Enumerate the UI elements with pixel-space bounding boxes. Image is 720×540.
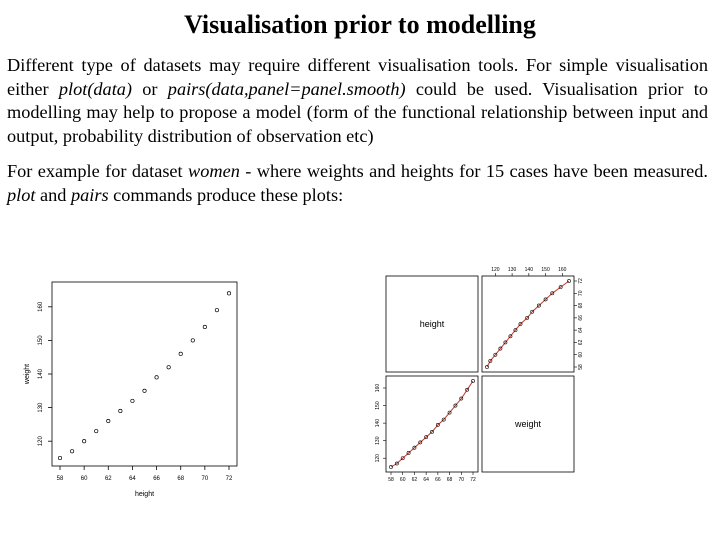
x-tick-label: 64 bbox=[129, 476, 136, 482]
bottom-axis-label: 66 bbox=[435, 477, 441, 482]
top-axis-label: 160 bbox=[558, 267, 567, 273]
bottom-axis-label: 72 bbox=[470, 477, 476, 482]
left-axis-label: 130 bbox=[375, 436, 381, 445]
intro-text-3: could be used. Visualisation prior to modelling may help to propose a model (form of the functional relationship between input and output, probability distribution of observation etc) bbox=[7, 78, 708, 146]
intro-text-2: or bbox=[132, 78, 168, 99]
x-tick-label: 66 bbox=[153, 476, 160, 482]
data-point bbox=[179, 352, 182, 355]
data-point bbox=[119, 409, 122, 412]
bottom-axis-label: 62 bbox=[411, 477, 418, 482]
y-tick-label: 150 bbox=[38, 335, 44, 346]
x-tick-label: 58 bbox=[56, 476, 64, 482]
example-paragraph bbox=[7, 160, 708, 207]
bottom-axis-label: 64 bbox=[423, 477, 429, 482]
example-text-4: commands produce these plots: bbox=[108, 184, 344, 205]
dataset-name: women bbox=[188, 161, 240, 181]
left-axis-label: 140 bbox=[375, 418, 381, 428]
data-point bbox=[82, 440, 85, 443]
intro-paragraph bbox=[7, 54, 708, 148]
smooth-line-upper bbox=[487, 281, 569, 367]
top-axis-label: 120 bbox=[491, 267, 500, 273]
right-axis-label: 66 bbox=[578, 315, 584, 321]
y-tick-label: 130 bbox=[38, 402, 45, 413]
left-axis-label: 160 bbox=[375, 383, 381, 393]
data-point bbox=[191, 339, 194, 342]
x-tick-label: 62 bbox=[104, 476, 112, 482]
x-tick-label: 72 bbox=[225, 476, 233, 482]
pairs-plot bbox=[358, 262, 598, 482]
smooth-line-lower bbox=[391, 381, 473, 467]
x-tick-label: 70 bbox=[201, 476, 209, 482]
x-tick-label: 60 bbox=[80, 476, 88, 482]
right-axis-label: 70 bbox=[578, 290, 584, 297]
x-tick-label: 68 bbox=[177, 476, 185, 482]
pairs-panel-frame bbox=[386, 376, 478, 472]
pairs-panel-frame bbox=[482, 276, 574, 372]
data-point bbox=[95, 429, 98, 432]
top-axis-label: 130 bbox=[507, 267, 517, 273]
example-text-3: and bbox=[35, 184, 71, 205]
right-axis-label: 58 bbox=[578, 364, 584, 370]
scatter-plot-height-weight bbox=[22, 280, 272, 502]
data-point bbox=[143, 389, 146, 392]
code-pairs: pairs(data,panel=panel.smooth) bbox=[167, 78, 406, 99]
data-point bbox=[155, 376, 158, 379]
y-tick-label: 160 bbox=[38, 301, 44, 312]
intro-text-1: Different type of datasets may require different visualisation tools. For simple visualisation either bbox=[7, 55, 708, 99]
data-point bbox=[107, 419, 110, 422]
y-tick-label: 140 bbox=[38, 368, 44, 380]
right-axis-label: 62 bbox=[578, 339, 584, 346]
diag-label-weight: weight bbox=[514, 419, 542, 429]
data-point bbox=[131, 399, 134, 402]
code-plot: plot(data) bbox=[58, 78, 133, 99]
top-axis-label: 140 bbox=[524, 267, 534, 273]
data-point bbox=[203, 325, 206, 328]
x-axis-label: height bbox=[134, 491, 155, 498]
bottom-axis-label: 68 bbox=[446, 477, 453, 482]
slide-title: Visualisation prior to modelling bbox=[184, 10, 536, 39]
command-pairs: pairs bbox=[71, 184, 109, 205]
right-axis-label: 64 bbox=[578, 327, 584, 333]
data-point bbox=[70, 450, 73, 453]
right-axis-label: 60 bbox=[578, 351, 584, 358]
command-plot: plot bbox=[7, 184, 36, 205]
y-tick-label: 120 bbox=[38, 436, 44, 447]
right-axis-label: 68 bbox=[578, 302, 584, 309]
diag-label-height: height bbox=[419, 319, 445, 329]
bottom-axis-label: 58 bbox=[388, 477, 394, 482]
bottom-axis-label: 70 bbox=[458, 477, 465, 482]
data-point bbox=[58, 456, 61, 459]
data-point bbox=[167, 366, 170, 369]
y-axis-label: weight bbox=[24, 363, 31, 385]
example-text-2: - where weights and heights for 15 cases have been measured. bbox=[239, 161, 708, 181]
left-axis-label: 120 bbox=[375, 454, 381, 463]
right-axis-label: 72 bbox=[578, 278, 584, 284]
example-text-1: For example for dataset bbox=[7, 161, 189, 181]
plot-frame bbox=[52, 282, 237, 466]
top-axis-label: 150 bbox=[541, 267, 550, 273]
left-axis-label: 150 bbox=[375, 401, 381, 410]
data-point bbox=[227, 292, 230, 295]
data-point bbox=[215, 308, 218, 311]
bottom-axis-label: 60 bbox=[399, 477, 406, 482]
